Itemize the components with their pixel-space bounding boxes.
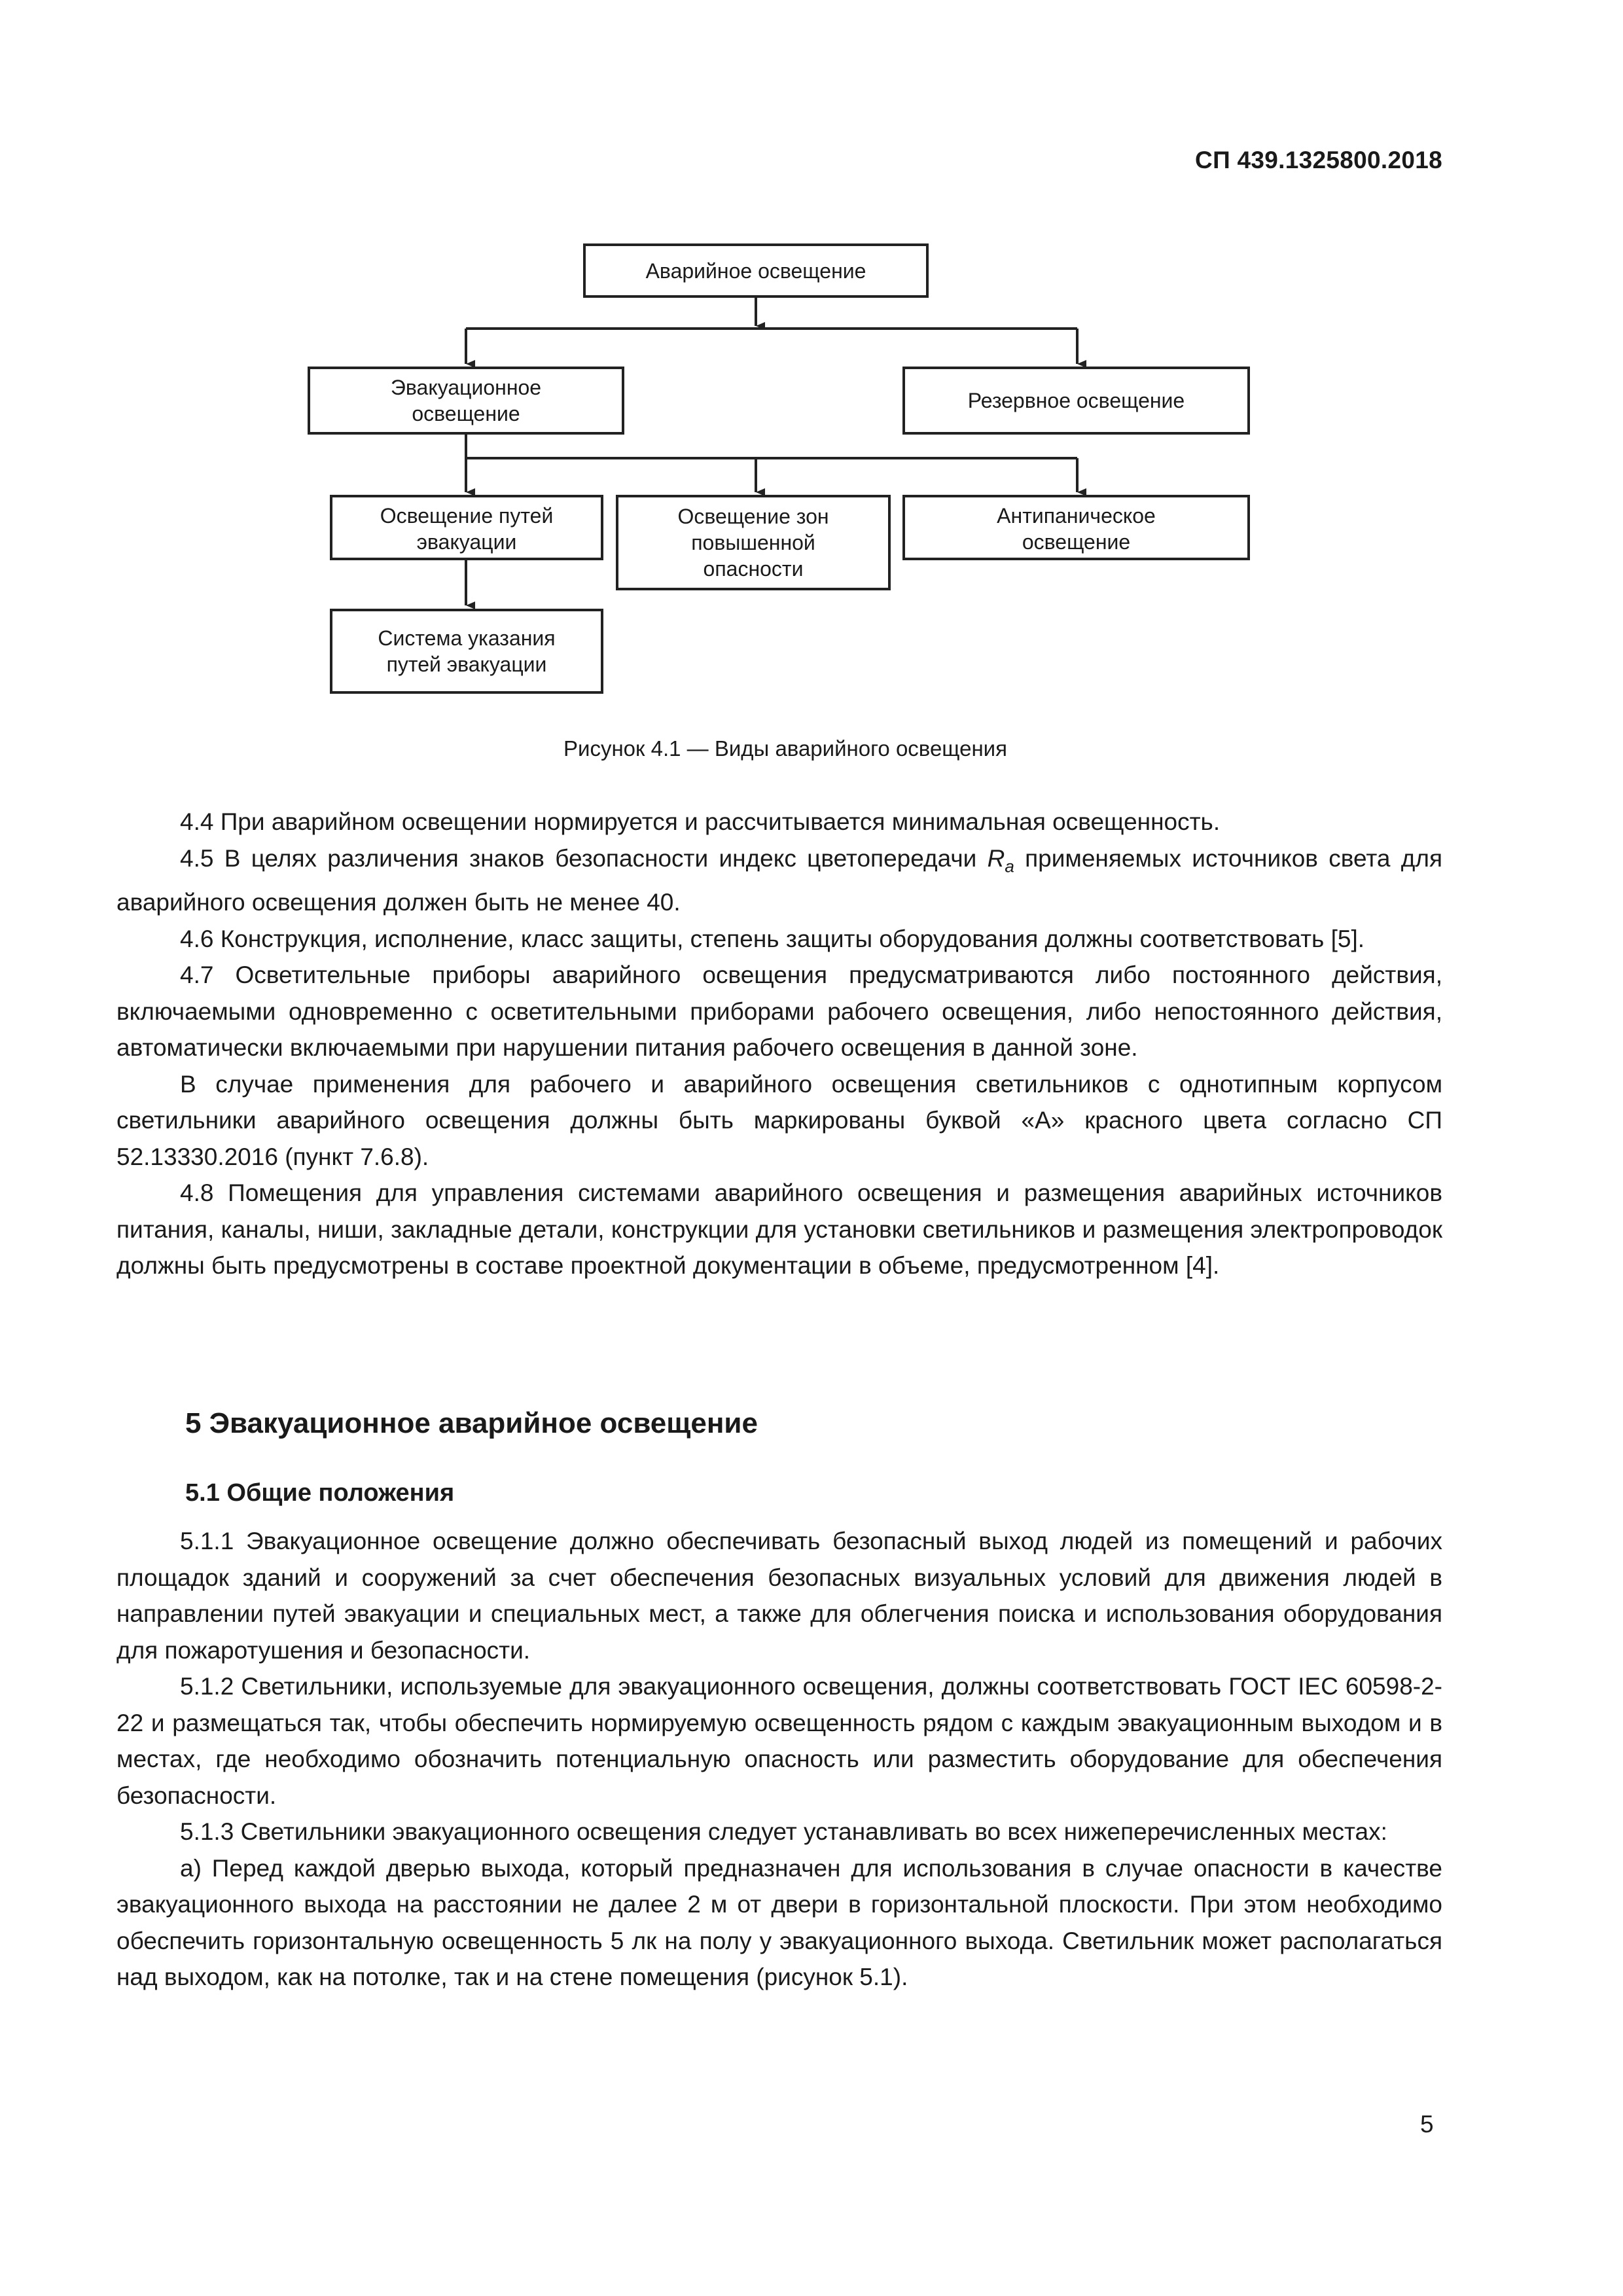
box-reserve-lighting [902,367,1250,435]
paragraph-4-4: 4.4 При аварийном освещении нормируется и рассчитывается минимальная освещенность. [180,808,1221,835]
box-label-line: Система указания [378,626,556,650]
box-emergency-lighting [583,243,929,298]
box-label-line: Освещение путей [380,504,554,528]
document-code: СП 439.1325800.2018 [1195,147,1442,173]
box-label: Аварийное освещение [645,259,866,283]
box-label-line: Освещение зон [677,505,829,528]
box-label-line: повышенной [691,531,815,554]
box-evacuation-path-lighting [330,495,603,560]
paragraph-5-1-3-a: а) Перед каждой дверью выхода, который предназначен для использования в случае опасности в качестве эвакуационного выхода на расстоянии не далее 2 м от двери в горизонтальной плоскости. При этом необходимо обеспечить горизонтальную освещенность 5 лк на полу у эвакуационного выхода. Светильник может располагаться над выходом, как на потолке, так и на стене помещения (рисунок 5.1). [116,1854,1442,1990]
paragraph-4-6: 4.6 Конструкция, исполнение, класс защиты, степень защиты оборудования должны соответствовать [5]. [180,925,1365,952]
box-evacuation-lighting [308,367,624,435]
paragraph-4-8: 4.8 Помещения для управления системами аварийного освещения и размещения аварийных источников питания, каналы, ниши, закладные детали, конструкции для установки светильников и размещения электропроводок должны быть предусмотрены в составе проектной документации в объеме, предусмотренном [4]. [116,1179,1442,1280]
subsection-5-1-heading: 5.1 Общие положения [185,1479,455,1507]
box-label-line: путей эвакуации [386,653,547,676]
emergency-lighting-diagram [0,0,1623,720]
box-high-risk-zone-lighting [616,495,891,590]
box-label-line: опасности [703,557,804,581]
paragraph-4-7: 4.7 Осветительные приборы аварийного освещения предусматриваются либо постоянного действия, включаемыми одновременно с осветительными приборами рабочего освещения, либо непостоянного действия, автоматически включаемыми при нарушении питания рабочего освещения в данной зоне. [116,961,1442,1062]
paragraph-5-1-3: 5.1.3 Светильники эвакуационного освещения следует устанавливать во всех нижеперечисленных местах: [180,1818,1387,1845]
paragraph-5-1-2: 5.1.2 Светильники, используемые для эвакуационного освещения, должны соответствовать ГОСТ IEC 60598-2-22 и размещаться так, чтобы обеспечить нормируемую освещенность рядом с каждым эвакуационным выходом и в местах, где необходимо обозначить потенциальную опасность или разместить оборудование для обеспечения безопасности. [116,1673,1442,1809]
box-label-line: эвакуации [416,530,517,554]
box-label-line: освещение [1022,530,1131,554]
box-label-line: освещение [412,402,520,425]
page-number: 5 [1420,2111,1434,2138]
box-antipanic-lighting [902,495,1250,560]
box-label: Резервное освещение [967,389,1185,412]
section-4-text [116,804,1442,1284]
paragraph-4-7-continued: В случае применения для рабочего и аварийного освещения светильников с однотипным корпусом светильники аварийного освещения должны быть маркированы буквой «А» красного цвета согласно СП 52.13330.2016 (пункт 7.6.8). [116,1070,1442,1170]
box-label-line: Антипаническое [997,504,1156,528]
figure-caption: Рисунок 4.1 — Виды аварийного освещения [563,736,1007,761]
box-evacuation-signage-system [330,609,603,694]
section-5-text [116,1523,1442,1996]
section-5-heading: 5 Эвакуационное аварийное освещение [185,1407,758,1439]
paragraph-5-1-1: 5.1.1 Эвакуационное освещение должно обеспечивать безопасный выход людей из помещений и рабочих площадок зданий и сооружений за счет обеспечения безопасных визуальных условий для движения людей в направлении путей эвакуации и специальных мест, а также для облегчения поиска и использования оборудования для пожаротушения и безопасности. [116,1528,1442,1664]
paragraph-4-5: 4.5 В целях различения знаков безопасности индекс цветопередачи $R_a$ применяемых источников света для аварийного освещения должен быть не менее 40. [116,844,1442,916]
box-label-line: Эвакуационное [390,376,542,399]
